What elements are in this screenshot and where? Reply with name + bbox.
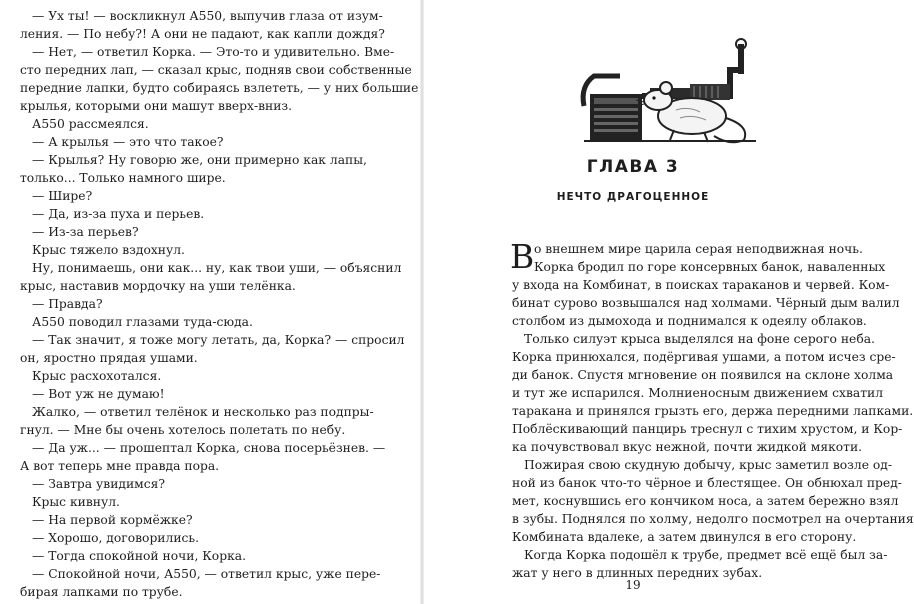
text-line: таракана и принялся грызть его, держа передними лапками. bbox=[512, 404, 914, 418]
text-line: — Из-за перьев? bbox=[32, 225, 139, 239]
text-line: ной из банок что-то чёрное и блестящее. Он обнюхал пред- bbox=[512, 476, 902, 490]
text-line: — Тогда спокойной ночи, Корка. bbox=[32, 549, 247, 563]
text-line: в зубы. Поднялся по холму, недолго посмотрел на очертания bbox=[512, 512, 914, 526]
text-line: — Спокойной ночи, А550, — ответил крыс, уже пере- bbox=[32, 567, 381, 581]
text-line: Корка принюхался, подёргивая ушами, а потом исчез сре- bbox=[512, 350, 896, 364]
left-page bbox=[0, 0, 422, 604]
text-line: у входа на Комбинат, в поисках тараканов и червей. Ком- bbox=[512, 278, 890, 292]
text-line: Пожирая свою скудную добычу, крыс заметил возле од- bbox=[524, 458, 893, 472]
right-page-text bbox=[510, 237, 914, 582]
text-line: А вот теперь мне правда пора. bbox=[20, 459, 220, 473]
text-line: и тут же испарился. Молниеносным движением схватил bbox=[512, 386, 884, 400]
text-line: жат у него в длинных передних зубах. bbox=[512, 566, 763, 580]
text-line: — Вот уж не думаю! bbox=[32, 387, 165, 401]
text-line: — Ух ты! — воскликнул А550, выпучив глаза от изум- bbox=[32, 9, 383, 23]
text-line: Ну, понимаешь, они как... ну, как твои уши, — объяснил bbox=[32, 261, 402, 275]
text-line: — На первой кормёжке? bbox=[32, 513, 193, 527]
drop-cap: В bbox=[510, 237, 535, 276]
text-line: — Нет, — ответил Корка. — Это-то и удивительно. Вме- bbox=[32, 45, 395, 59]
chapter-subtitle: НЕЧТО ДРАГОЦЕННОЕ bbox=[556, 191, 710, 203]
left-page-text bbox=[20, 7, 419, 601]
text-line: передние лапки, будто собираясь взлететь, — у них большие bbox=[20, 81, 419, 95]
text-line: Комбината вдалеке, а затем двинулся в его сторону. bbox=[512, 530, 857, 544]
text-line: только... Только намного шире. bbox=[20, 171, 226, 185]
text-line: столбом из дымохода и поднимался к одеялу облаков. bbox=[512, 314, 867, 328]
text-line: — Да, из-за пуха и перьев. bbox=[32, 207, 205, 221]
text-line: — Так значит, я тоже могу летать, да, Корка? — спросил bbox=[32, 333, 405, 347]
text-line: Жалко, — ответил телёнок и несколько раз подпры- bbox=[32, 405, 374, 419]
text-line: он, яростно прядая ушами. bbox=[20, 351, 198, 365]
page-number: 19 bbox=[625, 578, 641, 592]
text-line: сто передних лап, — сказал крыс, подняв свои собственные bbox=[20, 63, 412, 77]
text-line: бинат сурово возвышался над холмами. Чёрный дым валил bbox=[512, 296, 900, 310]
text-line: — Хорошо, договорились. bbox=[32, 531, 200, 545]
text-line: ка почувствовал вкус нежной, почти жидкой мякоти. bbox=[512, 440, 863, 454]
text-line: Поблёскивающий панцирь треснул с тихим хрустом, и Кор- bbox=[512, 422, 903, 436]
text-line: ления. — По небу?! А они не падают, как капли дождя? bbox=[20, 27, 385, 41]
text-line: мет, коснувшись его кончиком носа, а затем бережно взял bbox=[512, 494, 899, 508]
text-line: гнул. — Мне бы очень хотелось полетать по небу. bbox=[20, 423, 346, 437]
text-line: — Правда? bbox=[32, 297, 103, 311]
text-line: А550 поводил глазами туда-сюда. bbox=[32, 315, 253, 329]
text-line: — Шире? bbox=[32, 189, 93, 203]
text-line: — Да уж... — прошептал Корка, снова посерьёзнев. — bbox=[32, 441, 386, 455]
chapter-title: ГЛАВА 3 bbox=[586, 157, 680, 177]
text-line: ди банок. Спустя мгновение он появился на склоне холма bbox=[512, 368, 894, 382]
text-line: — Завтра увидимся? bbox=[32, 477, 165, 491]
text-line: — А крылья — это что такое? bbox=[32, 135, 224, 149]
text-line: о внешнем мире царила серая неподвижная ночь. bbox=[534, 242, 863, 256]
text-line: Только силуэт крыса выделялся на фоне серого неба. bbox=[524, 332, 875, 346]
text-line: бирая лапками по трубе. bbox=[20, 585, 183, 599]
text-line: Когда Корка подошёл к трубе, предмет всё ещё был за- bbox=[524, 548, 888, 562]
text-line: крыс, наставив мордочку на уши телёнка. bbox=[20, 279, 296, 293]
text-line: А550 рассмеялся. bbox=[32, 117, 149, 131]
text-line: Крыс кивнул. bbox=[32, 495, 120, 509]
text-line: — Крылья? Ну говорю же, они примерно как лапы, bbox=[32, 153, 367, 167]
text-line: Крыс расхохотался. bbox=[32, 369, 162, 383]
right-page bbox=[422, 0, 914, 604]
text-line: Корка бродил по горе консервных банок, наваленных bbox=[534, 260, 886, 274]
rat-on-machine-illustration bbox=[580, 36, 760, 146]
text-line: крылья, которыми они машут вверх-вниз. bbox=[20, 99, 293, 113]
text-line: Крыс тяжело вздохнул. bbox=[32, 243, 185, 257]
